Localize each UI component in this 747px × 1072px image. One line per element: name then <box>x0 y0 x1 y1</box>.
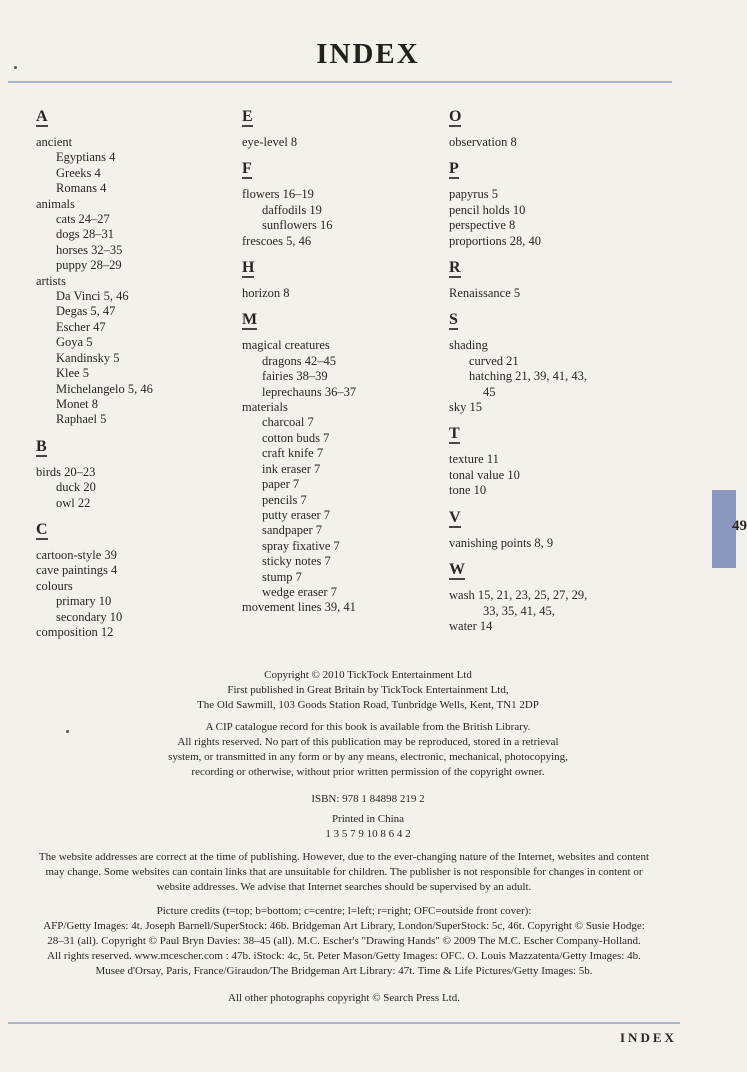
index-subentry: Raphael 5 <box>56 412 107 427</box>
index-subentry: dogs 28–31 <box>56 227 114 242</box>
index-letter-heading: F <box>242 160 252 178</box>
index-subentry: stump 7 <box>262 569 302 584</box>
index-entry: composition 12 <box>36 624 114 639</box>
index-entry: artists <box>36 273 66 288</box>
index-subentry: Klee 5 <box>56 366 89 381</box>
index-entry: ancient <box>36 135 73 149</box>
index-subentry: paper 7 <box>262 477 300 492</box>
credit-line: 28–31 (all). Copyright © Paul Bryn Davies: 38–45 (all). M.C. Escher's "Drawing Hands" © 2009 The M.C. Escher Company-Holland. <box>47 935 641 947</box>
copyright-line: The Old Sawmill, 103 Goods Station Road, Tunbridge Wells, Kent, TN1 2DP <box>197 699 539 711</box>
index-letter-heading: V <box>449 508 461 526</box>
index-subentry: Goya 5 <box>56 335 93 350</box>
photos-credit: All other photographs copyright © Search Press Ltd. <box>228 992 460 1004</box>
printed-in: Printed in China <box>331 813 405 825</box>
index-subentry: 33, 35, 41, 45, <box>483 603 555 618</box>
index-entry: tonal value 10 <box>449 467 520 482</box>
copyright-block <box>0 668 736 713</box>
index-entry: sky 15 <box>449 400 482 415</box>
index-section <box>449 160 679 249</box>
website-line: website addresses. We advise that Internet searches should be supervised by an adult. <box>156 881 532 893</box>
index-subentry: owl 22 <box>56 495 91 510</box>
page-number-tab <box>712 490 747 568</box>
index-subentry: pencils 7 <box>262 492 307 507</box>
printed-block <box>0 812 736 842</box>
index-entry: papyrus 5 <box>449 187 498 202</box>
index-subentry: cotton buds 7 <box>262 430 330 445</box>
index-subentry: puppy 28–29 <box>56 258 122 273</box>
index-column-3 <box>449 108 679 644</box>
index-subentry: horses 32–35 <box>56 242 123 257</box>
index-entry: animals <box>36 196 75 211</box>
speck-dot <box>14 66 17 69</box>
index-entry: Renaissance 5 <box>449 286 521 301</box>
index-section <box>242 108 442 150</box>
footer-label: INDEX <box>620 1030 677 1045</box>
index-entry: perspective 8 <box>449 218 516 233</box>
index-subentry: ink eraser 7 <box>262 461 321 476</box>
index-letter-heading: W <box>449 561 465 579</box>
index-subentry: sticky notes 7 <box>262 554 331 569</box>
index-subentry: Greeks 4 <box>56 165 101 180</box>
index-entry: vanishing points 8, 9 <box>449 535 554 550</box>
index-subentry: Romans 4 <box>56 181 107 196</box>
index-subentry: fairies 38–39 <box>262 369 328 384</box>
top-rule <box>8 81 672 83</box>
index-entry: wash 15, 21, 23, 25, 27, 29, <box>449 588 588 603</box>
credit-line: AFP/Getty Images: 4t. Joseph Barnell/SuperStock: 46b. Bridgeman Art Library, London/SuperStock: 5c, 46t. Copyright © Susie Hodge: <box>43 920 645 932</box>
index-subentry: spray fixative 7 <box>262 538 340 553</box>
index-letter-heading: E <box>242 108 253 125</box>
index-subentry: cats 24–27 <box>56 212 110 227</box>
index-subentry: charcoal 7 <box>262 415 314 430</box>
index-entry: cave paintings 4 <box>36 563 118 578</box>
index-subentry: primary 10 <box>56 594 112 609</box>
index-entry: proportions 28, 40 <box>449 233 542 248</box>
index-entry: materials <box>242 400 288 415</box>
index-letter-heading: R <box>449 259 461 277</box>
index-section <box>36 521 226 640</box>
index-letter-heading: S <box>449 311 458 329</box>
index-subentry: sandpaper 7 <box>262 523 323 538</box>
index-section <box>242 160 442 249</box>
index-letter-heading: O <box>449 108 462 125</box>
credit-line: All rights reserved. www.mcescher.com : 47b. iStock: 4c, 5t. Peter Mason/Getty Images: OFC. O. Louis Mazzatenta/Getty Images: 4b. <box>47 950 641 962</box>
credit-line: Picture credits (t=top; b=bottom; c=centre; l=left; r=right; OFC=outside front cover): <box>156 905 532 917</box>
index-entry: pencil holds 10 <box>449 202 526 217</box>
website-line: may change. Some websites can contain links that are unsuitable for children. The publisher is not responsible for changes in content or <box>45 866 643 878</box>
index-entry: frescoes 5, 46 <box>242 233 312 248</box>
index-section <box>36 108 226 428</box>
index-subentry: Escher 47 <box>56 319 106 334</box>
index-entry: magical creatures <box>242 338 330 353</box>
index-section <box>449 561 679 634</box>
cip-line: All rights reserved. No part of this publication may be reproduced, stored in a retrieval <box>177 736 559 748</box>
index-subentry: Degas 5, 47 <box>56 304 116 319</box>
index-subentry: hatching 21, 39, 41, 43, <box>469 369 588 384</box>
index-subentry: daffodils 19 <box>262 202 322 217</box>
index-entry: shading <box>449 338 488 353</box>
index-subentry: Da Vinci 5, 46 <box>56 289 129 304</box>
index-subentry: leprechauns 36–37 <box>262 384 357 399</box>
index-subentry: Egyptians 4 <box>56 150 116 165</box>
index-section <box>449 311 679 415</box>
index-subentry: sunflowers 16 <box>262 218 333 233</box>
index-entry: movement lines 39, 41 <box>242 600 356 615</box>
index-letter-heading: M <box>242 311 258 329</box>
print-run: 1 3 5 7 9 10 8 6 4 2 <box>325 828 411 840</box>
index-letter-heading: B <box>36 437 47 455</box>
picture-credits <box>4 904 684 1006</box>
index-section <box>242 259 442 301</box>
index-entry: colours <box>36 578 73 593</box>
index-subentry: Kandinsky 5 <box>56 350 120 365</box>
index-subentry: craft knife 7 <box>262 446 324 461</box>
index-letter-heading: H <box>242 259 255 277</box>
index-section <box>449 108 679 150</box>
bottom-rule <box>8 1022 680 1024</box>
index-column-1 <box>36 108 226 650</box>
index-letter-heading: A <box>36 108 48 125</box>
index-subentry: duck 20 <box>56 480 96 495</box>
index-subentry: curved 21 <box>469 353 519 368</box>
index-subentry: Monet 8 <box>56 396 99 411</box>
index-letter-heading: P <box>449 160 459 178</box>
index-subentry: Michelangelo 5, 46 <box>56 381 153 396</box>
copyright-line: Copyright © 2010 TickTock Entertainment Ltd <box>264 669 472 681</box>
copyright-line: First published in Great Britain by TickTock Entertainment Ltd, <box>227 684 509 696</box>
index-subentry: dragons 42–45 <box>262 353 336 368</box>
index-entry: horizon 8 <box>242 286 290 301</box>
index-entry: flowers 16–19 <box>242 187 314 202</box>
index-section <box>449 425 679 498</box>
index-section <box>242 311 442 615</box>
index-entry: birds 20–23 <box>36 464 96 479</box>
cip-block <box>0 720 736 780</box>
page-title: INDEX <box>316 38 420 70</box>
index-entry: texture 11 <box>449 452 499 467</box>
index-entry: tone 10 <box>449 483 487 498</box>
index-entry: eye-level 8 <box>242 135 298 149</box>
index-entry: observation 8 <box>449 135 517 149</box>
index-subentry: secondary 10 <box>56 609 123 624</box>
website-notice <box>4 850 684 895</box>
isbn: ISBN: 978 1 84898 219 2 <box>311 793 425 805</box>
index-section <box>449 259 679 301</box>
index-entry: water 14 <box>449 618 493 633</box>
index-entry: cartoon-style 39 <box>36 547 117 562</box>
index-column-2 <box>242 108 442 626</box>
cip-line: A CIP catalogue record for this book is available from the British Library. <box>205 721 531 733</box>
credit-line: Musee d'Orsay, Paris, France/Giraudon/The Bridgeman Art Library: 47t. Time & Life Pictures/Getty Images: 5b. <box>95 965 593 977</box>
index-section <box>36 438 226 511</box>
index-subentry: putty eraser 7 <box>262 507 331 522</box>
index-section <box>449 509 679 551</box>
cip-line: system, or transmitted in any form or by any means, electronic, mechanical, photocopying, <box>168 751 568 763</box>
index-subentry: wedge eraser 7 <box>262 584 337 599</box>
index-subentry: 45 <box>483 384 496 399</box>
cip-line: recording or otherwise, without prior written permission of the copyright owner. <box>191 766 545 778</box>
index-letter-heading: T <box>449 425 460 443</box>
website-line: The website addresses are correct at the time of publishing. However, due to the ever-changing nature of the Internet, websites and content <box>38 851 650 863</box>
index-letter-heading: C <box>36 520 48 538</box>
page-number: 49 <box>732 518 747 534</box>
